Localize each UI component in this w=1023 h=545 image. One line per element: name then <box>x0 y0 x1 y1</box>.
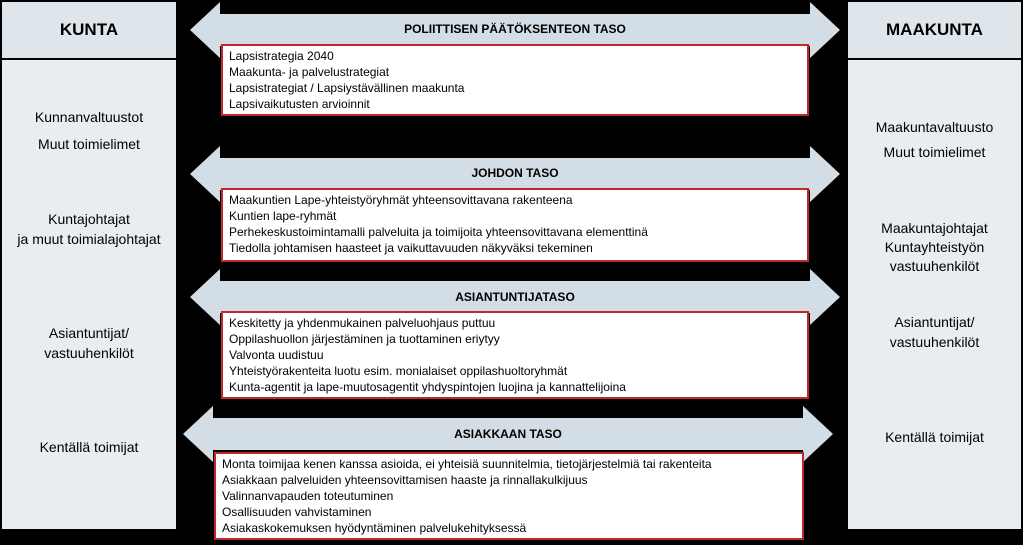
maakunta-label-kentalla: Kentällä toimijat <box>885 429 984 445</box>
level-title: ASIANTUNTIJATASO <box>455 290 575 304</box>
list-item: Kuntien lape-ryhmät <box>229 209 337 223</box>
maakunta-label-vastuuhenkilot-1: vastuuhenkilöt <box>889 258 980 274</box>
list-item: Perhekeskustoimintamalli palveluita ja toimijoita yhteensovittavana elementtinä <box>229 225 648 239</box>
level-title: JOHDON TASO <box>471 166 559 180</box>
list-item: Maakunta- ja palvelustrategiat <box>229 65 390 79</box>
list-item: Kunta-agentit ja lape-muutosagentit yhdyspintojen luojina ja kannattelijoina <box>229 380 626 394</box>
kunta-column <box>2 60 176 529</box>
maakunta-header: MAAKUNTA <box>848 2 1021 58</box>
list-item: Keskitetty ja yhdenmukainen palveluohjaus puttuu <box>229 316 496 330</box>
list-item: Asiakkaan palveluiden yhteensovittamisen haaste ja rinnallakulkijuus <box>222 473 588 487</box>
level-box-asiantuntija <box>221 311 809 399</box>
list-item: Osallisuuden vahvistaminen <box>222 505 372 519</box>
maakunta-column <box>848 60 1021 529</box>
list-item: Yhteistyörakenteita luotu esim. monialaiset oppilashuoltoryhmät <box>229 364 568 378</box>
list-item: Lapsistrategiat / Lapsiystävällinen maakunta <box>229 81 465 95</box>
maakunta-label-johtajat: Maakuntajohtajat <box>881 220 988 236</box>
maakunta-label-valtuusto: Maakuntavaltuusto <box>875 119 994 135</box>
level-box-asiakas <box>214 452 804 540</box>
list-item: Tiedolla johtamisen haasteet ja vaikuttavuuden näkyväksi tekeminen <box>229 241 593 255</box>
kunta-header: KUNTA <box>2 2 176 58</box>
kunta-label-toimielimet: Muut toimielimet <box>38 136 140 152</box>
kunta-label-johtajat: Kuntajohtajat <box>48 211 130 227</box>
list-item: Maakuntien Lape-yhteistyöryhmät yhteensovittavana rakenteena <box>229 193 573 207</box>
maakunta-label-vastuuhenkilot-2: vastuuhenkilöt <box>889 334 980 350</box>
kunta-label-kentalla: Kentällä toimijat <box>39 439 139 455</box>
list-item: Lapsistrategia 2040 <box>229 49 334 63</box>
list-item: Valinnanvapauden toteutuminen <box>222 489 394 503</box>
kunta-label-vastuuhenkilot: vastuuhenkilöt <box>44 345 134 361</box>
list-item: Monta toimijaa kenen kanssa asioida, ei yhteisiä suunnitelmia, tietojärjestelmiä tai rakenteita <box>222 457 712 471</box>
maakunta-label-toimielimet: Muut toimielimet <box>883 144 986 160</box>
maakunta-label-kuntayhteistyon: Kuntayhteistyön <box>884 239 985 255</box>
kunta-label-toimialajohtajat: ja muut toimialajohtajat <box>17 231 161 247</box>
level-box-johto <box>221 188 809 262</box>
list-item: Valvonta uudistuu <box>229 348 324 362</box>
maakunta-label-asiantuntijat: Asiantuntijat/ <box>894 314 975 330</box>
kunta-label-asiantuntijat: Asiantuntijat/ <box>48 325 130 341</box>
level-title: ASIAKKAAN TASO <box>454 427 562 441</box>
list-item: Asiakaskokemuksen hyödyntäminen palvelukehityksessä <box>222 521 527 535</box>
level-box-poliittinen <box>221 44 809 116</box>
list-item: Oppilashuollon järjestäminen ja tuottaminen eriytyy <box>229 332 500 346</box>
kunta-label-valtuustot: Kunnanvaltuustot <box>34 109 144 125</box>
level-title: POLIITTISEN PÄÄTÖKSENTEON TASO <box>404 22 626 36</box>
list-item: Lapsivaikutusten arvioinnit <box>229 97 370 111</box>
